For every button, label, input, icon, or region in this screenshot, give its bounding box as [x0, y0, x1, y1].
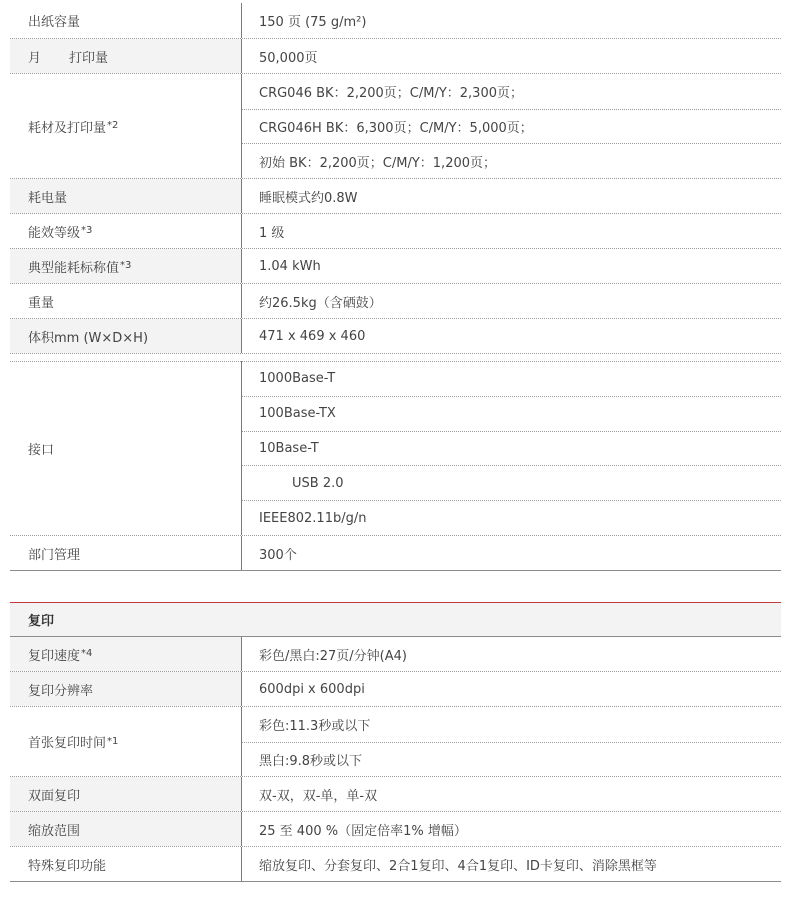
table-row — [10, 361, 781, 536]
row-value: 600dpi x 600dpi — [259, 681, 365, 697]
row-label: 首张复印时间 *1 — [10, 707, 242, 776]
row-label: 能效等级 *3 — [10, 214, 242, 248]
row-label-text: 缩放范围 — [28, 823, 81, 839]
table-row — [10, 249, 781, 284]
row-value: CRG046 BK：2,200页；C/M/Y：2,300页； — [259, 85, 523, 101]
row-label-text: 重量 — [28, 295, 55, 311]
row-value: CRG046H BK：6,300页；C/M/Y：5,000页； — [242, 109, 781, 144]
row-label: 复印速度 *4 — [10, 637, 242, 671]
table-row — [10, 707, 781, 777]
row-label — [10, 777, 242, 811]
table-row — [10, 847, 781, 882]
row-label-text: 双面复印 — [28, 788, 81, 804]
spec-table-copy — [10, 637, 781, 882]
row-label: 耗材及打印量 *2 — [10, 74, 242, 178]
row-label-text: 耗电量 — [28, 190, 68, 206]
row-label-text: 月 — [28, 50, 42, 66]
row-label-text: 接口 — [28, 442, 55, 458]
row-label — [10, 672, 242, 706]
spec-table-print — [10, 3, 781, 354]
row-label — [10, 319, 242, 353]
row-value: 100Base-TX — [242, 396, 781, 431]
table-row — [10, 3, 781, 39]
row-label: 典型能耗标称值 *3 — [10, 249, 242, 283]
row-label-text: 能效等级 — [28, 225, 81, 241]
row-label-text: 耗材及打印量 — [28, 120, 107, 136]
table-row — [10, 812, 781, 847]
row-value: 约26.5kg（含硒鼓） — [259, 295, 382, 311]
table-row — [10, 777, 781, 812]
row-value: 双-双，双-单，单-双 — [259, 788, 378, 804]
row-value: 10Base-T — [242, 431, 781, 466]
row-label — [10, 812, 242, 846]
row-value: 300个 — [259, 547, 297, 563]
table-row — [10, 179, 781, 214]
table-row — [10, 536, 781, 571]
row-label-text: 复印分辨率 — [28, 683, 94, 699]
row-label — [10, 284, 242, 318]
row-value: 缩放复印、分套复印、2合1复印、4合1复印、ID卡复印、消除黑框等 — [259, 858, 657, 874]
row-value: IEEE802.11b/g/n — [242, 500, 781, 535]
row-label — [10, 39, 242, 73]
row-label-text: 首张复印时间 — [28, 736, 107, 751]
section-title-copy — [10, 602, 781, 637]
row-value: USB 2.0 — [242, 465, 781, 500]
row-value: 150 页 (75 g/m²) — [259, 15, 367, 30]
row-label-text: 特殊复印功能 — [28, 858, 107, 874]
row-value: 黑白:9.8秒或以下 — [242, 742, 781, 777]
row-value: 50,000页 — [259, 50, 318, 66]
row-label — [10, 536, 242, 570]
row-label-text: 体积mm (W×D×H) — [28, 330, 149, 346]
table-row — [10, 39, 781, 74]
row-value: 1 级 — [259, 225, 285, 241]
row-value: 25 至 400 %（固定倍率1% 增幅） — [259, 823, 467, 839]
table-row — [10, 319, 781, 354]
row-label-text: 部门管理 — [28, 547, 81, 563]
row-label — [10, 847, 242, 881]
table-row — [10, 74, 781, 179]
row-value: 471 x 469 x 460 — [259, 328, 366, 344]
row-label-text: 出纸容量 — [28, 15, 81, 30]
row-value: 1000Base-T — [259, 370, 336, 386]
row-label — [10, 361, 242, 535]
row-label-text: 典型能耗标称值 — [28, 260, 120, 276]
table-row — [10, 284, 781, 319]
table-row — [10, 637, 781, 672]
row-value: 1.04 kWh — [259, 258, 321, 274]
row-value: 初始 BK：2,200页；C/M/Y：1,200页； — [242, 143, 781, 178]
row-label-text: 打印量 — [69, 50, 109, 66]
table-row — [10, 214, 781, 249]
spec-table-network — [10, 361, 781, 571]
table-row — [10, 672, 781, 707]
row-value: 睡眠模式约0.8W — [259, 190, 358, 206]
row-value: 彩色/黑白:27页/分钟(A4) — [259, 648, 407, 664]
section-title-text: 复印 — [28, 614, 55, 629]
row-label — [10, 179, 242, 213]
row-value: 彩色:11.3秒或以下 — [259, 718, 371, 734]
row-label — [10, 3, 242, 38]
row-label-text: 复印速度 — [28, 648, 81, 664]
